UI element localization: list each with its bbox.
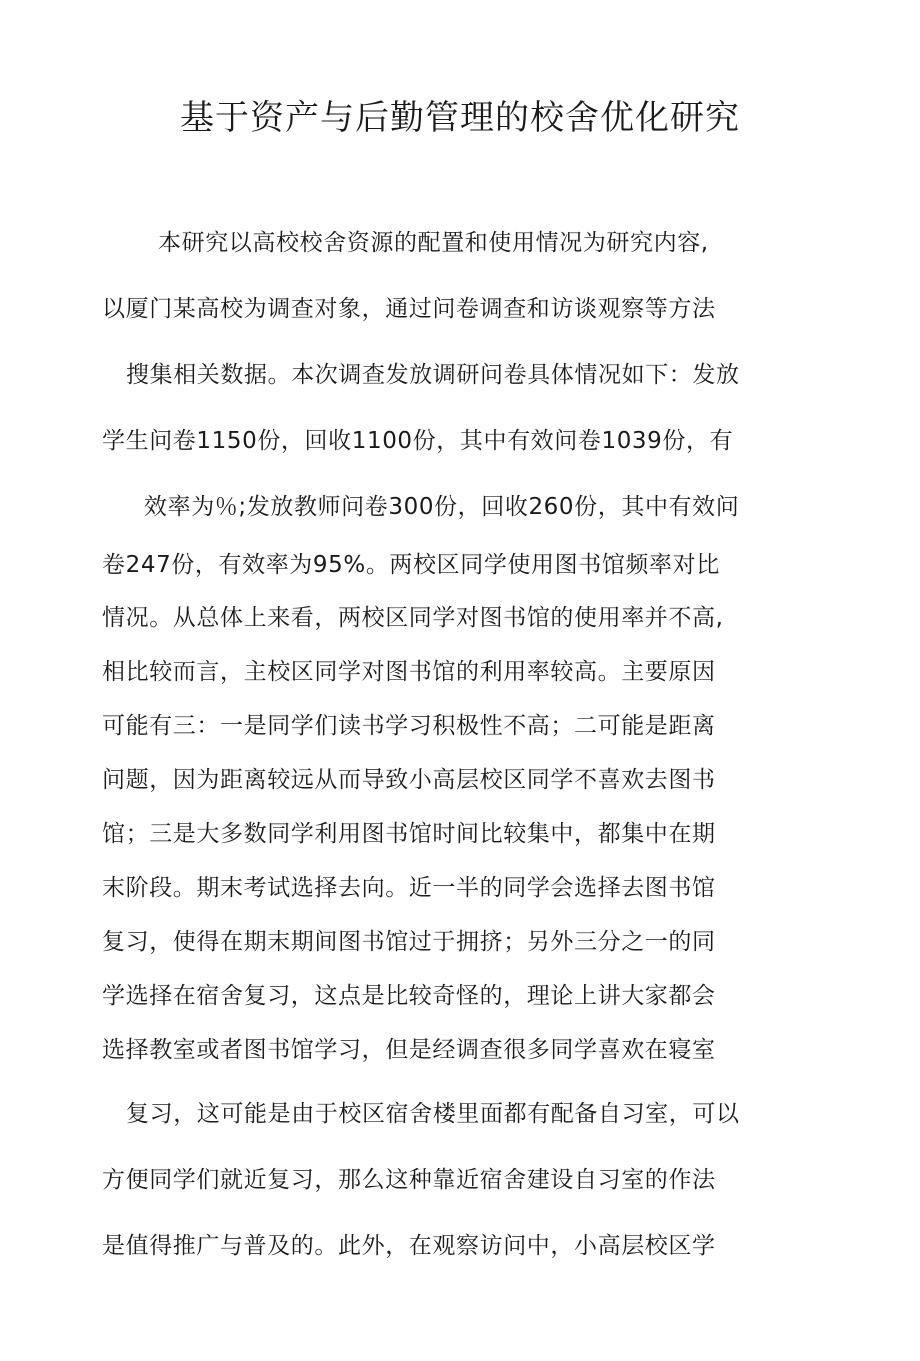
body-line: 学选择在宿舍复习，这点是比较奇怪的，理论上讲大家都会: [102, 983, 716, 1009]
body-line: 方便同学们就近复习，那么这种靠近宿舍建设自习室的作法: [102, 1167, 716, 1193]
body-line: 搜集相关数据。本次调查发放调研问卷具体情况如下：发放: [126, 362, 740, 388]
body-line: 选择教室或者图书馆学习，但是经调查很多同学喜欢在寝室: [102, 1037, 716, 1063]
body-line: 以厦门某高校为调查对象，通过问卷调查和访谈观察等方法: [102, 296, 716, 322]
body-line: 相比较而言，主校区同学对图书馆的利用率较高。主要原因: [102, 659, 716, 685]
body-line: 卷247份，有效率为95%。两校区同学使用图书馆频率对比: [102, 552, 720, 578]
body-line: 效率为％;发放教师问卷300份，回收260份，其中有效问: [144, 494, 740, 520]
body-line: 情况。从总体上来看，两校区同学对图书馆的使用率并不高,: [102, 605, 724, 631]
body-line: 复习，使得在期末期间图书馆过于拥挤；另外三分之一的同: [102, 929, 716, 955]
body-line: 是值得推广与普及的。此外，在观察访问中，小高层校区学: [102, 1233, 716, 1259]
body-line: 学生问卷1150份，回收1100份，其中有效问卷1039份，有: [102, 428, 734, 454]
body-line: 复习，这可能是由于校区宿舍楼里面都有配备自习室，可以: [126, 1101, 740, 1127]
body-line: 馆；三是大多数同学利用图书馆时间比较集中，都集中在期: [102, 821, 716, 847]
body-line: 问题，因为距离较远从而导致小高层校区同学不喜欢去图书: [102, 767, 716, 793]
body-line: 末阶段。期末考试选择去向。近一半的同学会选择去图书馆: [102, 875, 716, 901]
document-title: 基于资产与后勤管理的校舍优化研究: [180, 98, 740, 138]
body-line: 可能有三：一是同学们读书学习积极性不高；二可能是距离: [102, 713, 716, 739]
body-line: 本研究以高校校舍资源的配置和使用情况为研究内容,: [158, 230, 709, 256]
